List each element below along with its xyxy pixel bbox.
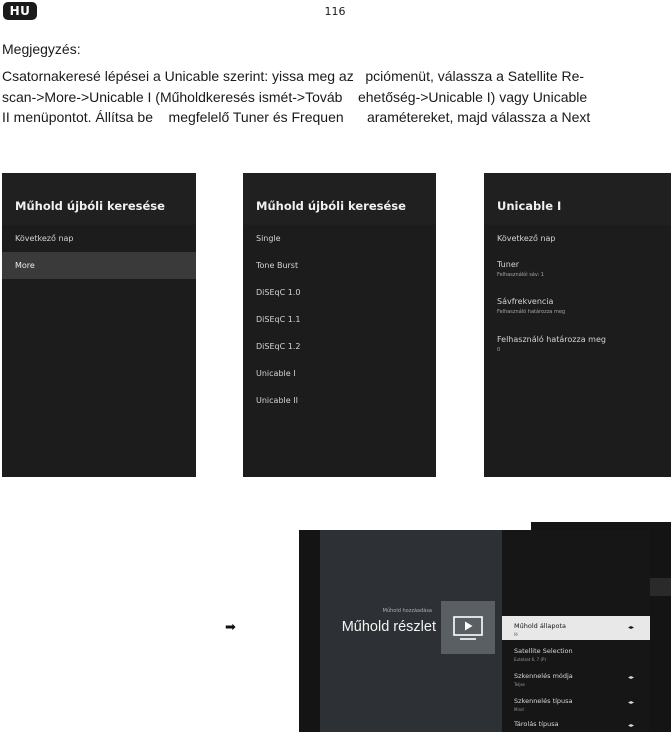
note-line-2: scan->More->Unicable I (Műholdkeresés ismét->Továb ehetőség->Unicable I) vagy Unicable (2, 89, 588, 105)
menu-item-unicable-1[interactable]: Unicable I (256, 369, 296, 378)
panel-title: Műhold újbóli keresése (243, 173, 436, 225)
frequency-label: Sávfrekvencia (497, 297, 554, 306)
setting-value: Teljes (514, 682, 525, 687)
user-defined-label: Felhasználó határozza meg (497, 335, 606, 344)
setting-storage-type[interactable] (502, 716, 650, 732)
setting-scan-mode[interactable] (502, 666, 650, 690)
setting-satellite-selection[interactable] (502, 641, 650, 665)
menu-item-diseqc-1-0[interactable]: DiSEqC 1.0 (256, 288, 301, 297)
right-arrow-icon: ➡ (225, 620, 236, 635)
tuner-value: Felhasználói sáv: 1 (497, 272, 544, 278)
user-defined-value: 0 (497, 347, 501, 353)
setting-label: Szkennelés típusa (514, 697, 573, 705)
note-heading: Megjegyzés: (2, 41, 81, 57)
frequency-value: Felhasználó határozza meg (497, 309, 566, 315)
left-right-arrows-icon[interactable]: ◂▸ (627, 624, 634, 631)
setting-label: Tárolás típusa (514, 720, 559, 728)
screenshot-top-edge (299, 522, 531, 530)
page-number: 116 (324, 5, 346, 18)
left-right-arrows-icon[interactable]: ◂▸ (627, 674, 634, 681)
left-right-arrows-icon[interactable]: ◂▸ (627, 699, 634, 706)
satellite-detail-title: Műhold részlet (341, 619, 436, 635)
tv-play-icon (441, 601, 495, 654)
rescan-options-panel (243, 173, 436, 477)
note-line-1: Csatornakeresé lépései a Unicable szerint: yissa meg az pciómenüt, válassza a Satellite Re- (2, 68, 585, 84)
menu-item-diseqc-1-1[interactable]: DiSEqC 1.1 (256, 315, 301, 324)
menu-item-next-day[interactable]: Következő nap (497, 234, 556, 243)
setting-value: Eutelsat 6, 7 (P) (514, 657, 547, 662)
panel-menu (243, 225, 436, 477)
menu-item-next-day[interactable]: Következő nap (15, 234, 74, 243)
language-badge: HU (3, 2, 37, 20)
panel-title: Műhold újbóli keresése (2, 173, 196, 225)
menu-item-unicable-2[interactable]: Unicable II (256, 396, 298, 405)
left-right-arrows-icon[interactable]: ◂▸ (627, 722, 634, 729)
setting-label: Műhold állapota (514, 622, 567, 630)
menu-item-single[interactable]: Single (256, 234, 281, 243)
panel-menu (2, 225, 196, 477)
menu-item-tone-burst[interactable]: Tone Burst (256, 261, 299, 270)
menu-item-more[interactable]: More (2, 252, 196, 279)
tuner-label: Tuner (497, 260, 520, 269)
unicable-panel (484, 173, 671, 477)
setting-value: fé (514, 632, 518, 637)
note-line-3: II menüpontot. Állítsa be megfelelő Tuner és Frequen aramétereket, majd válassza a Next (2, 109, 591, 125)
add-satellite-label: Műhold hozzáadása (382, 608, 432, 614)
panel-menu (484, 225, 671, 477)
frequency-setting[interactable] (497, 297, 665, 315)
setting-value: Mind (514, 707, 524, 712)
setting-scan-type[interactable] (502, 691, 650, 715)
setting-label: Szkennelés módja (514, 672, 573, 680)
screenshot-side-tab (650, 578, 671, 596)
menu-item-diseqc-1-2[interactable]: DiSEqC 1.2 (256, 342, 301, 351)
user-defined-setting[interactable] (497, 335, 665, 353)
rescan-panel (2, 173, 196, 477)
panel-title: Unicable I (484, 173, 671, 225)
tuner-setting[interactable] (497, 260, 665, 278)
setting-label: Satellite Selection (514, 647, 573, 655)
setting-satellite-status[interactable] (502, 616, 650, 640)
